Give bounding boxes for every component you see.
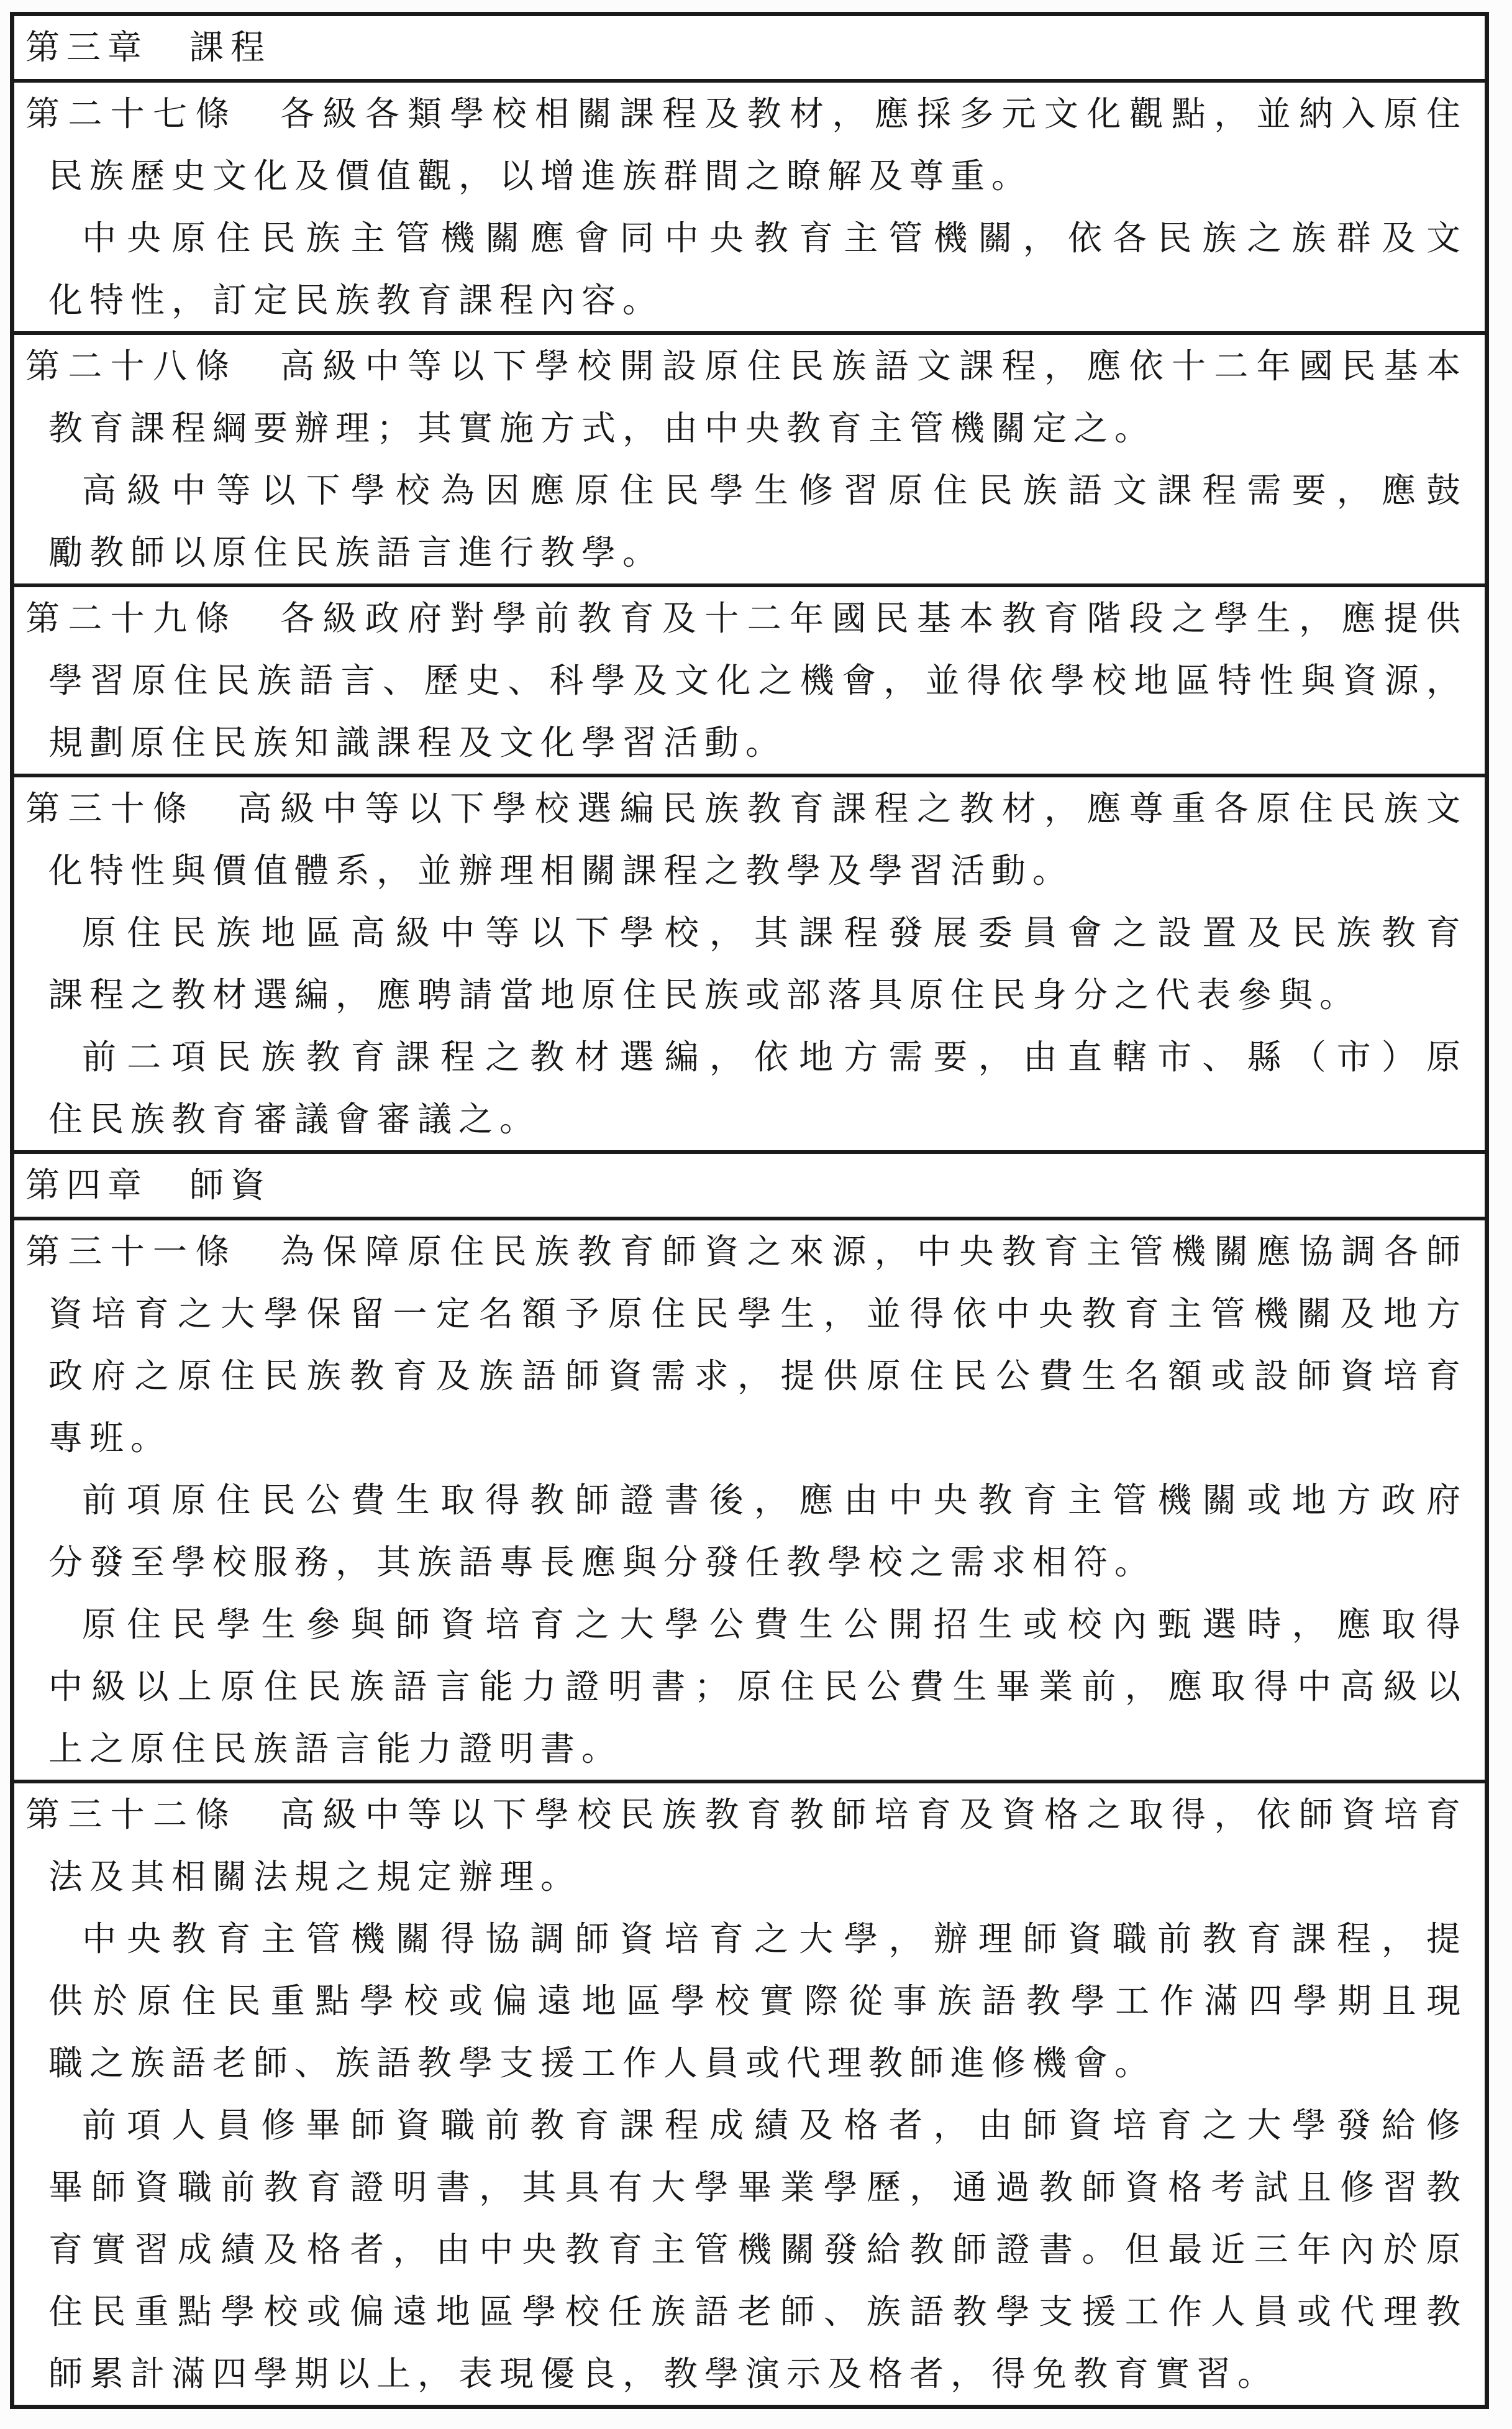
article-30-row	[14, 777, 1485, 1154]
chapter-4-row	[14, 1154, 1485, 1220]
article-32-row	[14, 1783, 1485, 2405]
text-line: 第二十七條 各級各類學校相關課程及教材，應採多元文化觀點，並納入原住	[25, 94, 1467, 134]
text-line: 第三十條 高級中等以下學校選編民族教育課程之教材，應尊重各原住民族文	[25, 789, 1467, 828]
text-line: 前項原住民公費生取得教師證書後，應由中央教育主管機關或地方政府	[82, 1480, 1467, 1520]
text-line: 育實習成績及格者，由中央教育主管機關發給教師證書。但最近三年內於原	[48, 2230, 1467, 2269]
text-line: 化特性，訂定民族教育課程內容。	[48, 280, 664, 320]
text-line: 中央原住民族主管機關應會同中央教育主管機關，依各民族之族群及文	[82, 218, 1467, 258]
article-31-row	[14, 1220, 1485, 1783]
text-line: 分發至學校服務，其族語專長應與分發任教學校之需求相符。	[48, 1542, 1156, 1582]
text-line: 前二項民族教育課程之教材選編，依地方需要，由直轄市、縣（市）原	[82, 1037, 1467, 1077]
text-line: 課程之教材選編，應聘請當地原住民族或部落具原住民身分之代表參與。	[48, 975, 1361, 1015]
text-line: 前項人員修畢師資職前教育課程成績及格者，由師資培育之大學發給修	[82, 2105, 1467, 2145]
text-line: 上之原住民族語言能力證明書。	[48, 1729, 623, 1768]
chapter-3-row	[14, 16, 1485, 83]
text-line: 中央教育主管機關得協調師資培育之大學，辦理師資職前教育課程，提	[82, 1919, 1467, 1959]
article-29-row	[14, 587, 1485, 777]
article-28-row	[14, 335, 1485, 587]
text-line: 專班。	[48, 1418, 172, 1458]
text-line: 高級中等以下學校為因應原住民學生修習原住民族語文課程需要，應鼓	[82, 470, 1467, 510]
chapter-heading: 第四章 師資	[25, 1165, 272, 1205]
text-line: 住民族教育審議會審議之。	[48, 1099, 541, 1139]
text-line: 學習原住民族語言、歷史、科學及文化之機會，並得依學校地區特性與資源，	[48, 661, 1467, 700]
text-line: 政府之原住民族教育及族語師資需求，提供原住民公費生名額或設師資培育	[48, 1356, 1467, 1396]
text-line: 勵教師以原住民族語言進行教學。	[48, 533, 664, 572]
text-line: 資培育之大學保留一定名額予原住民學生，並得依中央教育主管機關及地方	[48, 1294, 1467, 1333]
text-line: 住民重點學校或偏遠地區學校任族語老師、族語教學支援工作人員或代理教	[48, 2292, 1467, 2331]
text-line: 民族歷史文化及價值觀，以增進族群間之瞭解及尊重。	[48, 156, 1033, 196]
text-line: 規劃原住民族知識課程及文化學習活動。	[48, 723, 787, 762]
text-line: 原住民學生參與師資培育之大學公費生公開招生或校內甄選時，應取得	[82, 1604, 1467, 1644]
text-line: 師累計滿四學期以上，表現優良，教學演示及格者，得免教育實習。	[48, 2354, 1279, 2394]
text-line: 化特性與價值體系，並辦理相關課程之教學及學習活動。	[48, 851, 1074, 890]
text-line: 第三十二條 高級中等以下學校民族教育教師培育及資格之取得，依師資培育	[25, 1795, 1467, 1834]
text-line: 教育課程綱要辦理；其實施方式，由中央教育主管機關定之。	[48, 408, 1156, 448]
text-line: 第二十九條 各級政府對學前教育及十二年國民基本教育階段之學生，應提供	[25, 598, 1467, 638]
text-line: 第二十八條 高級中等以下學校開設原住民族語文課程，應依十二年國民基本	[25, 346, 1467, 386]
text-line: 中級以上原住民族語言能力證明書；原住民公費生畢業前，應取得中高級以	[48, 1667, 1467, 1706]
text-line: 原住民族地區高級中等以下學校，其課程發展委員會之設置及民族教育	[82, 913, 1467, 953]
text-line: 職之族語老師、族語教學支援工作人員或代理教師進修機會。	[48, 2043, 1156, 2083]
law-article-table	[10, 12, 1489, 2409]
article-27-row	[14, 83, 1485, 335]
chapter-heading: 第三章 課程	[25, 27, 272, 67]
text-line: 第三十一條 為保障原住民族教育師資之來源，中央教育主管機關應協調各師	[25, 1232, 1467, 1271]
text-line: 供於原住民重點學校或偏遠地區學校實際從事族語教學工作滿四學期且現	[48, 1981, 1467, 2021]
text-line: 法及其相關法規之規定辦理。	[48, 1857, 582, 1896]
text-line: 畢師資職前教育證明書，其具有大學畢業學歷，通過教師資格考試且修習教	[48, 2167, 1467, 2207]
